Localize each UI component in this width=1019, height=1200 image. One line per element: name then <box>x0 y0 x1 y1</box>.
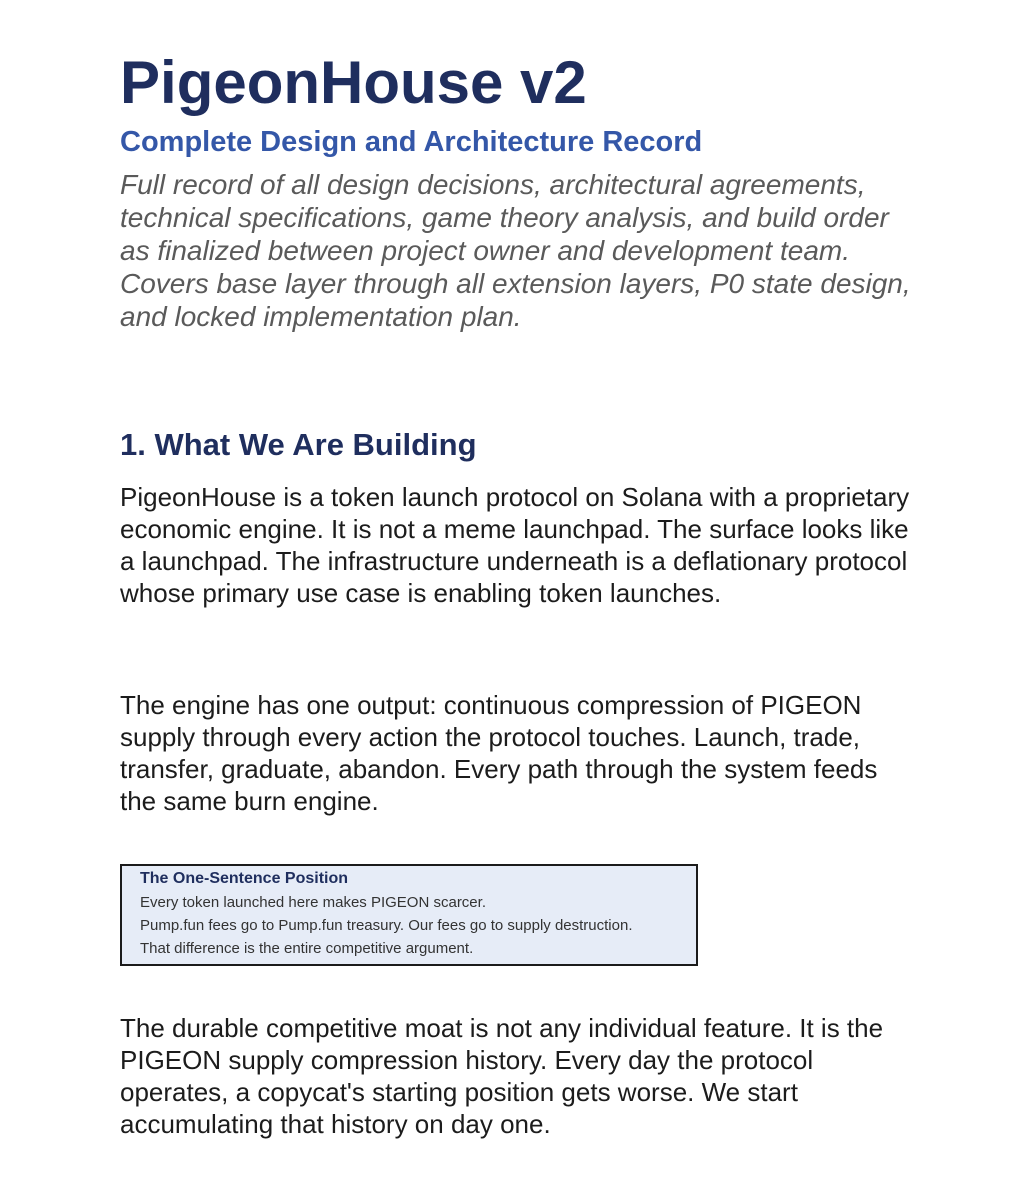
callout-line: Pump.fun fees go to Pump.fun treasury. Our fees go to supply destruction. <box>140 917 633 934</box>
document-title: PigeonHouse v2 <box>120 49 587 116</box>
callout-title: The One-Sentence Position <box>140 870 349 887</box>
section-heading: 1. What We Are Building <box>120 427 477 462</box>
callout-line: Every token launched here makes PIGEON scarcer. <box>140 894 486 911</box>
callout-box <box>120 864 698 966</box>
document-subtitle: Complete Design and Architecture Record <box>120 126 703 158</box>
body-paragraph: The durable competitive moat is not any individual feature. It is the PIGEON supply compression history. Every day the protocol operates, a copycat's starting position gets worse. We start accumulating that history on day one. <box>120 1013 884 1139</box>
callout-body <box>140 892 678 959</box>
body-paragraph: PigeonHouse is a token launch protocol on Solana with a proprietary economic engine. It is not a meme launchpad. The surface looks like a launchpad. The infrastructure underneath is a deflationary protocol whose primary use case is enabling token launches. <box>120 482 910 608</box>
document-intro: Full record of all design decisions, architectural agreements, technical specifications, game theory analysis, and build order as finalized between project owner and development team. Covers base layer through all extension layers, P0 state design, and locked implementation plan. <box>120 169 911 332</box>
body-paragraph: The engine has one output: continuous compression of PIGEON supply through every action the protocol touches. Launch, trade, transfer, graduate, abandon. Every path through the system feeds the same burn engine. <box>120 690 878 816</box>
callout-line: That difference is the entire competitive argument. <box>140 940 474 957</box>
